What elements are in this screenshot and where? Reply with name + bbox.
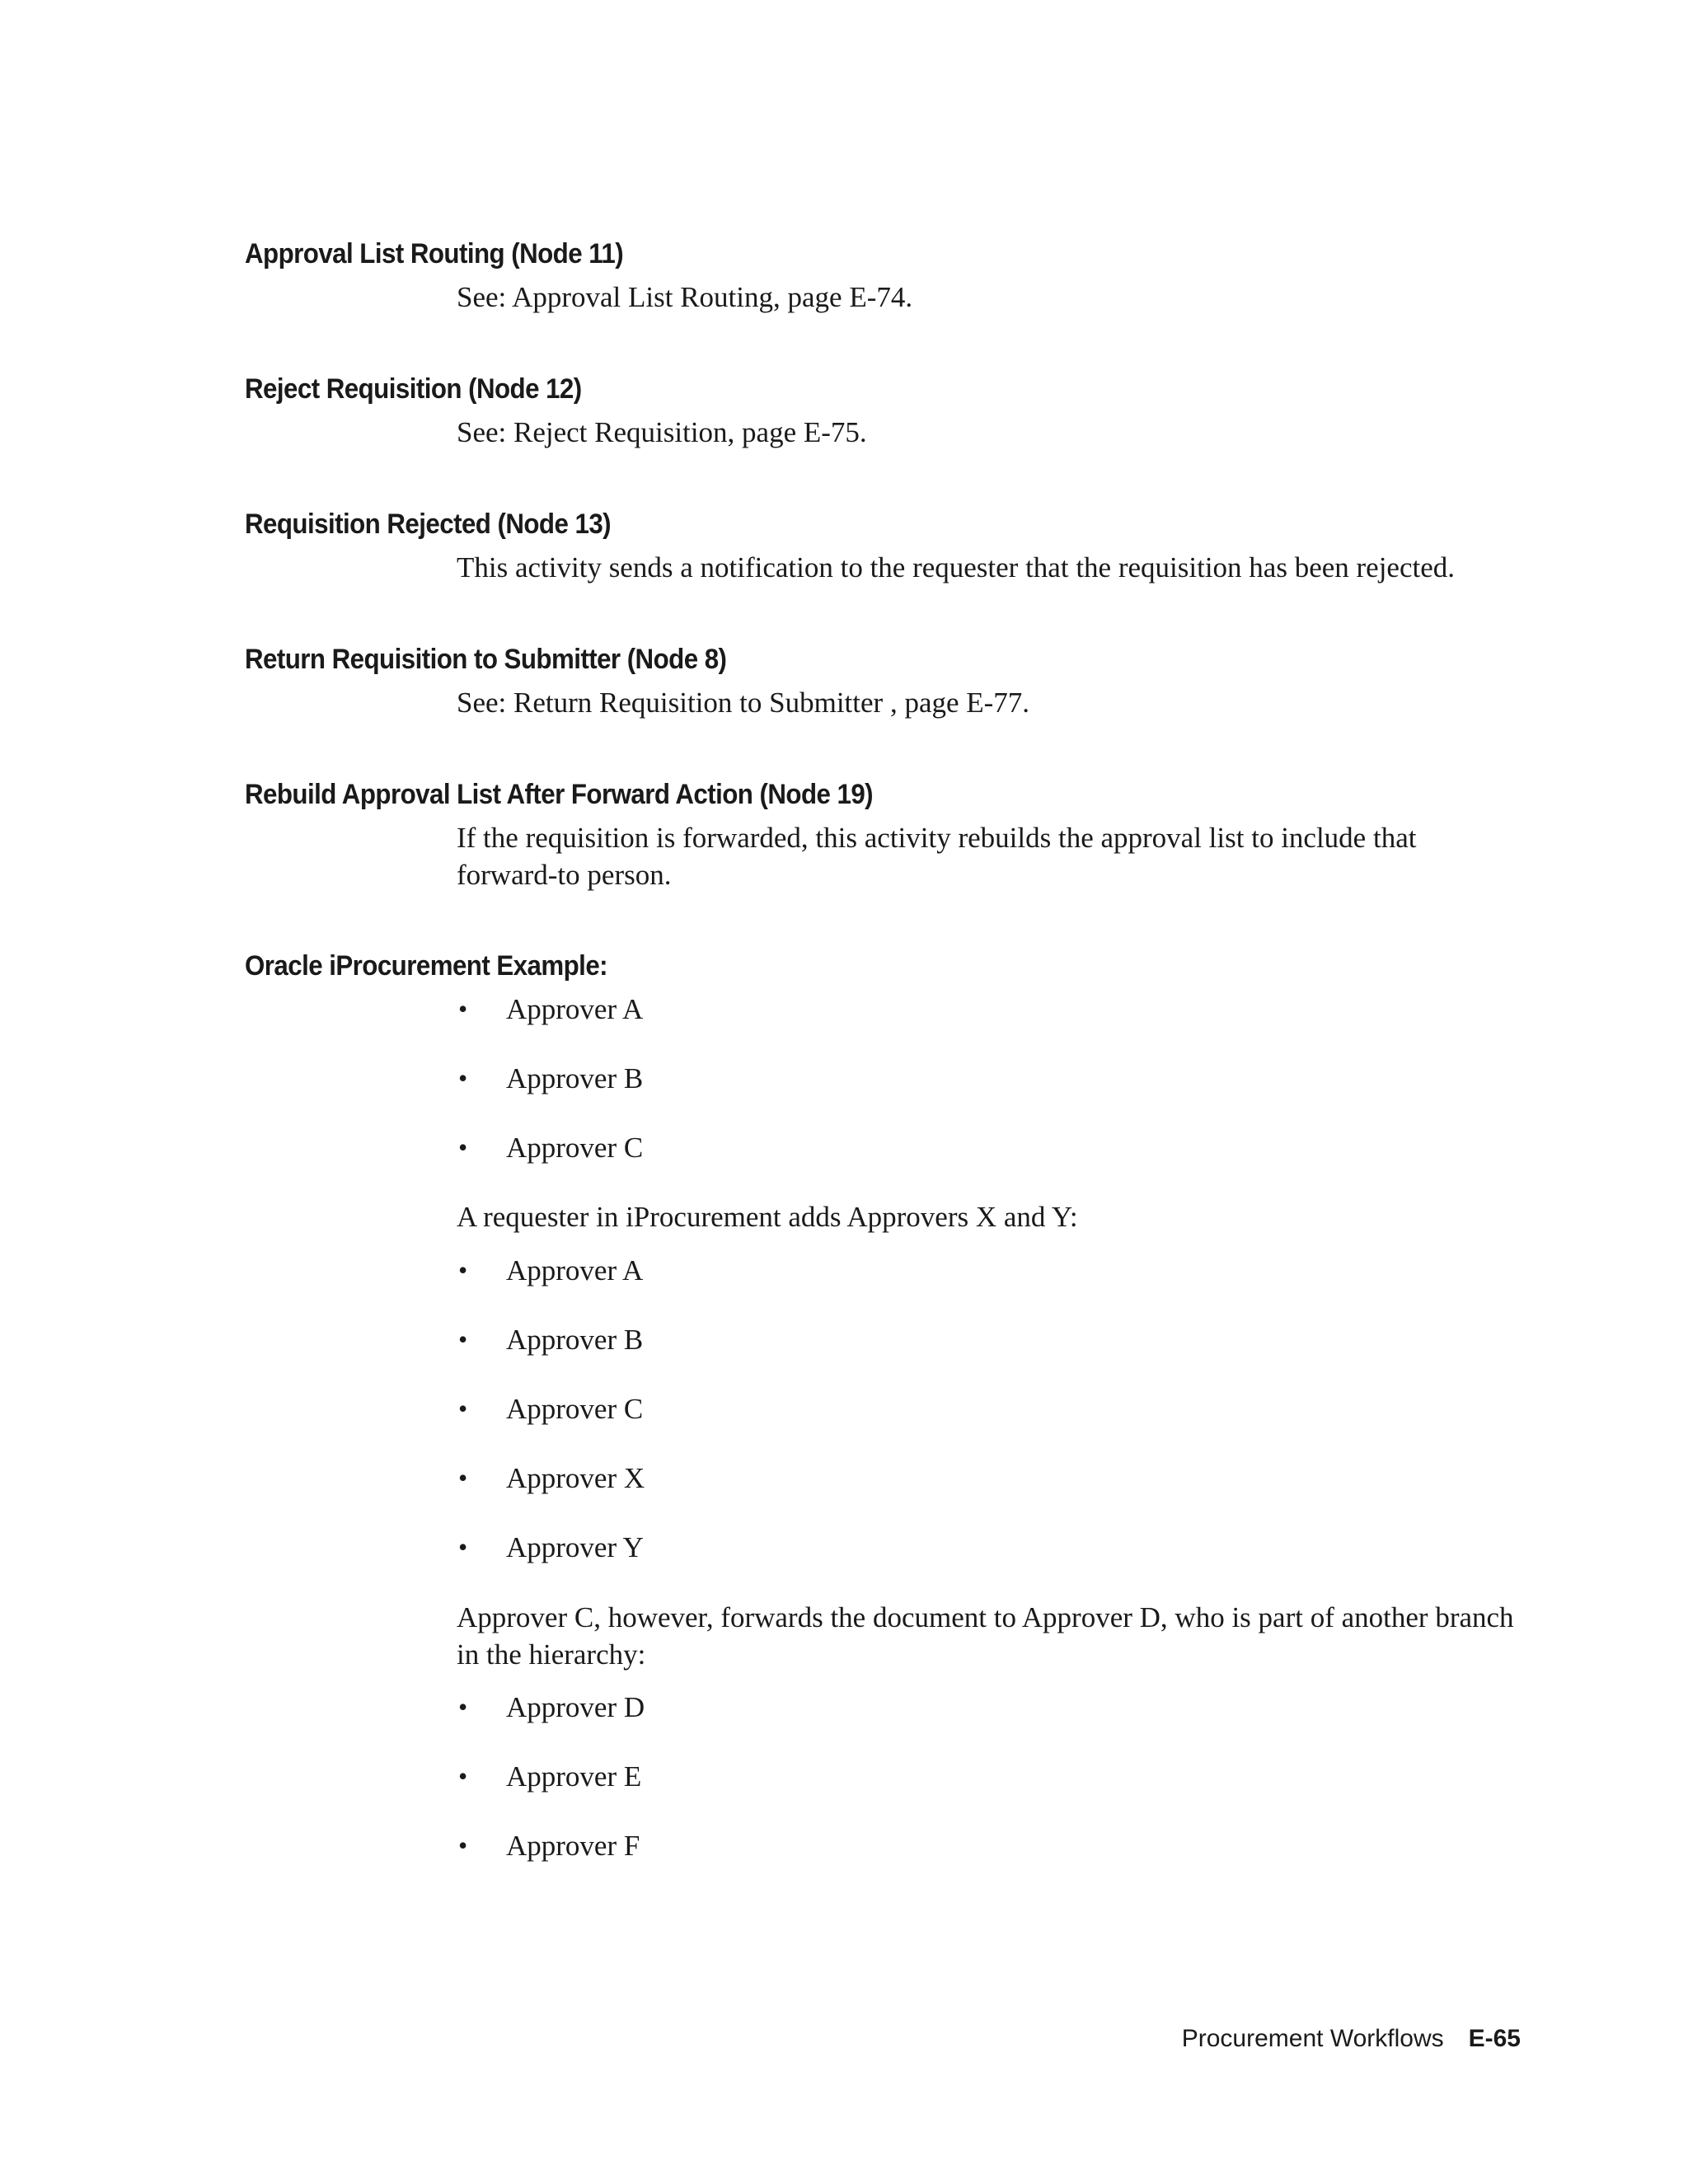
bullet-icon: • [458, 1532, 468, 1562]
list-item [457, 1060, 643, 1129]
list-item-label: Approver E [506, 1760, 642, 1793]
list-item [457, 1252, 645, 1321]
list-item-label: Approver X [506, 1462, 645, 1494]
example-paragraph-2: Approver C, however, forwards the document to Approver D, who is part of another branch in the hierarchy: [457, 1601, 1514, 1671]
section-text-requisition-rejected: This activity sends a notification to the requester that the requisition has been rejected. [457, 551, 1456, 583]
bullet-icon: • [458, 1692, 468, 1722]
example-paragraph-1: A requester in iProcurement adds Approvers X and Y: [457, 1201, 1078, 1233]
list-item [457, 1529, 645, 1598]
list-item [457, 1321, 645, 1390]
list-item [457, 1460, 645, 1529]
bullet-icon: • [458, 1761, 468, 1791]
section-text-approval-list-routing: See: Approval List Routing, page E-74. [457, 281, 913, 313]
list-item-label: Approver A [506, 1254, 644, 1286]
page-number: E-65 [1468, 2025, 1521, 2052]
list-item-label: Approver B [506, 1062, 644, 1094]
section-heading-approval-list-routing: Approval List Routing (Node 11) [245, 238, 624, 269]
approver-list-forwarded [457, 1689, 645, 1896]
list-item [457, 1827, 645, 1896]
section-text-reject-requisition: See: Reject Requisition, page E-75. [457, 416, 867, 448]
list-item [457, 1390, 645, 1460]
approver-list-initial [457, 991, 643, 1198]
footer-section-title: Procurement Workflows [1181, 2025, 1444, 2052]
bullet-icon: • [458, 1132, 468, 1162]
bullet-icon: • [458, 994, 468, 1024]
list-item-label: Approver C [506, 1132, 644, 1164]
bullet-icon: • [458, 1830, 468, 1860]
bullet-icon: • [458, 1324, 468, 1354]
list-item-label: Approver D [506, 1691, 645, 1723]
bullet-icon: • [458, 1463, 468, 1493]
list-item [457, 991, 643, 1060]
bullet-icon: • [458, 1063, 468, 1093]
bullet-icon: • [458, 1394, 468, 1423]
section-heading-return-requisition: Return Requisition to Submitter (Node 8) [245, 644, 727, 675]
list-item-label: Approver Y [506, 1531, 644, 1563]
list-item [457, 1689, 645, 1758]
bullet-icon: • [458, 1255, 468, 1285]
page-footer [1182, 2022, 1521, 2055]
example-heading: Oracle iProcurement Example: [245, 950, 608, 982]
list-item-label: Approver B [506, 1324, 644, 1356]
section-heading-reject-requisition: Reject Requisition (Node 12) [245, 373, 582, 405]
list-item [457, 1129, 643, 1198]
section-heading-requisition-rejected: Requisition Rejected (Node 13) [245, 509, 612, 540]
section-text-rebuild-approval-list: If the requisition is forwarded, this activity rebuilds the approval list to include that forward-to person. [457, 822, 1417, 891]
list-item-label: Approver A [506, 993, 644, 1025]
approver-list-added [457, 1252, 645, 1598]
section-heading-rebuild-approval-list: Rebuild Approval List After Forward Action (Node 19) [245, 779, 874, 810]
list-item-label: Approver F [506, 1830, 640, 1862]
list-item [457, 1758, 645, 1827]
list-item-label: Approver C [506, 1393, 644, 1425]
section-text-return-requisition: See: Return Requisition to Submitter , page E-77. [457, 687, 1030, 719]
